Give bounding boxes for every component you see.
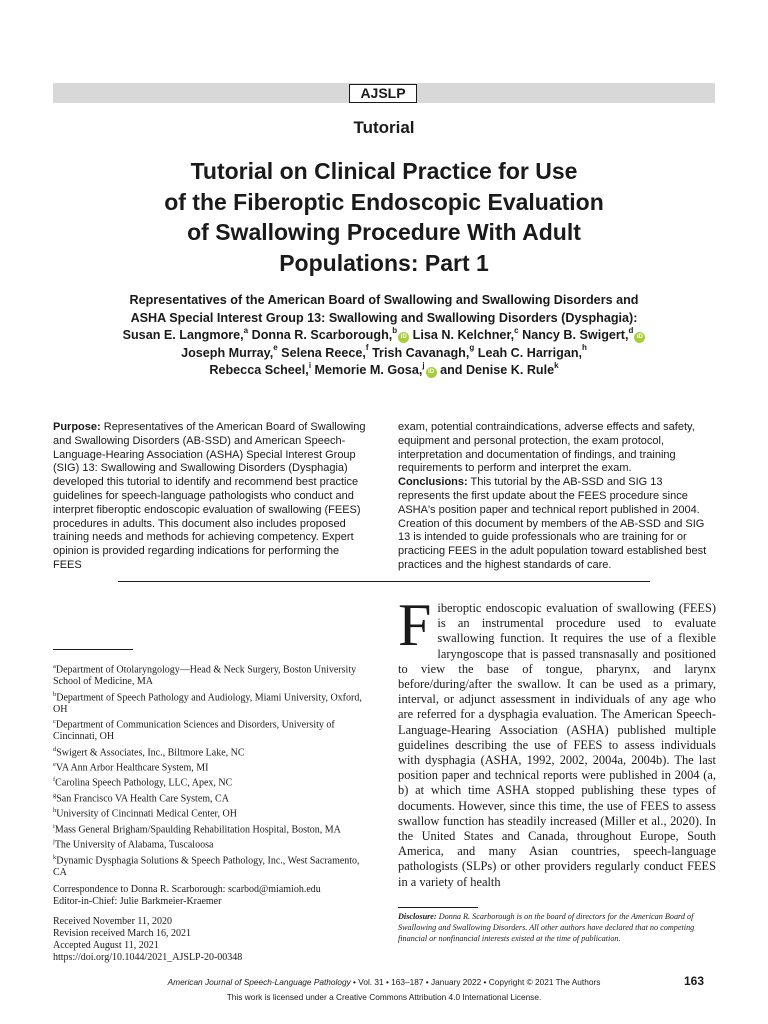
author-name-text: Joseph Murray, — [181, 345, 274, 360]
disclosure-label: Disclosure: — [398, 912, 437, 921]
conclusions-text: This tutorial by the AB-SSD and SIG 13 represents the first update about the FEES procedure since ASHA's position paper and technical report published in 2004. Creation of this document by members of the AB-SSD and SIG 13 is intended to guide professionals who are training for or practicing FEES in the adult population toward established best practices and the highest standards of care. — [398, 476, 707, 571]
author-affil-marker: i — [308, 360, 312, 370]
affiliation-marker: j — [53, 838, 55, 846]
purpose-text: Representatives of the American Board of Swallowing and Swallowing Disorders (AB-SSD) and American Speech-Language-Hearing Association (ASHA) Special Interest Group (SIG) 13: Swallowing and Swallowing Disorders (Dysphagia) developed this tutorial to identify and recommend best practice guidelines for speech-language pathologists who conduct and interpret fiberoptic endoscopic evaluation of swallowing (FEES) procedures in adults. This document also includes proposed training needs and methods for achieving competency. Expert opinion is provided regarding indications for performing the FEES — [53, 421, 366, 571]
doi-link[interactable]: https://doi.org/10.1044/2021_AJSLP-20-00348 — [53, 952, 243, 964]
affiliation-text: VA Ann Arbor Healthcare System, MI — [55, 762, 209, 774]
affiliation-marker: b — [53, 690, 57, 698]
group-line: Representatives of the American Board of Swallowing and Swallowing Disorders and — [129, 293, 639, 307]
affiliation-text: Dynamic Dysphagia Solutions & Speech Pathology, Inc., West Sacramento, CA — [53, 854, 360, 878]
author-name — [372, 343, 475, 360]
author-list — [66, 327, 702, 380]
body-text — [398, 592, 716, 890]
disclosure-text: Donna R. Scarborough is on the board of directors for the American Board of Swallowing and Swallowing Disorders. All other authors have declared that no competing financial or nonfinancial interests existed at the time of publication. — [398, 912, 695, 944]
author-affil-marker: c — [514, 325, 519, 335]
body-paragraph: iberoptic endoscopic evaluation of swallowing (FEES) is an instrumental procedure used to evaluate swallowing function. It requires the use of a flexible laryngoscope that is passed transnasally and positioned to view the base of tongue, pharynx, and larynx before/during/after the swallow. It can be used as a primary, interval, or adjunct assessment in individuals of any age who are referred for a dysphagia evaluation. The American Speech-Language-Hearing Association (ASHA) published multiple guidelines describing the use of FEES to assess individuals with dysphagia (ASHA, 1992, 2002, 2004a, 2004b). The last position paper and technical reports were published in 2004 (a, b) at which time ASHA stopped publishing these types of documents. However, since this time, the use of FEES to assess swallow function has steadily increased (Miller et al., 2020). In the United States and Canada, throughout Europe, South America, and many Asian countries, speech-language pathologists (SLPs) or other providers regularly conduct FEES in a variety of health — [398, 601, 716, 889]
author-affil-marker: e — [273, 343, 278, 353]
author-block — [66, 292, 702, 380]
conclusions-label: Conclusions: — [398, 476, 468, 489]
affiliation-item — [53, 774, 369, 789]
affiliation-marker: d — [53, 745, 57, 753]
journal-tag: AJSLP — [349, 84, 417, 103]
author-affil-marker: d — [628, 325, 634, 335]
affiliation-item — [53, 689, 369, 717]
author-name — [181, 343, 278, 360]
abstract-right — [398, 421, 716, 573]
affiliation-text: Swigert & Associates, Inc., Biltmore Lake, NC — [56, 746, 245, 758]
footer-details: • Vol. 31 • 163–187 • January 2022 • Copyright © 2021 The Authors — [350, 977, 601, 987]
author-name-text: Lisa N. Kelchner, — [412, 328, 515, 342]
correspondence-line: Correspondence to Donna R. Scarborough: scarbod@miamioh.edu — [53, 884, 321, 896]
author-name — [440, 360, 559, 377]
disclosure-divider — [398, 907, 478, 908]
disclosure — [398, 911, 716, 945]
orcid-icon[interactable]: iD — [634, 332, 645, 343]
affiliation-list — [53, 661, 369, 879]
author-name-text: Susan E. Langmore, — [122, 328, 244, 342]
page-footer — [0, 977, 768, 987]
editor-line: Editor-in-Chief: Julie Barkmeier-Kraemer — [53, 896, 222, 908]
affiliation-marker: c — [53, 718, 56, 726]
author-name-text: Memorie M. Gosa, — [314, 363, 423, 377]
author-affil-marker: k — [554, 360, 559, 370]
article-dates — [53, 916, 369, 964]
abstract-divider — [118, 581, 650, 582]
received-date: Received November 11, 2020 — [53, 916, 173, 928]
affiliation-text: San Francisco VA Health Care System, CA — [56, 793, 229, 805]
affiliation-text: Department of Communication Sciences and Disorders, University of Cincinnati, OH — [53, 719, 335, 743]
author-affil-marker: a — [243, 325, 249, 335]
author-name — [314, 360, 437, 377]
affiliation-marker: g — [53, 791, 57, 799]
affiliation-item — [53, 716, 369, 744]
author-name-text: and Denise K. Rule — [440, 363, 555, 377]
title-line: Populations: Part 1 — [279, 249, 489, 276]
affiliation-text: Department of Speech Pathology and Audiology, Miami University, Oxford, OH — [53, 691, 362, 715]
affiliation-item — [53, 836, 369, 851]
correspondence — [53, 884, 369, 908]
affiliation-marker: k — [53, 853, 57, 861]
author-name-text: Donna R. Scarborough, — [251, 328, 393, 342]
title-line: Tutorial on Clinical Practice for Use — [190, 158, 578, 184]
purpose-continued: exam, potential contraindications, adverse effects and safety, equipment and personal protection, the exam protocol, interpretation and documentation of findings, and training requirements to perform and interpret the exam. — [398, 421, 695, 475]
author-name — [522, 325, 645, 342]
affiliation-divider — [53, 649, 133, 650]
affiliation-marker: i — [53, 822, 55, 830]
affiliation-text: Department of Otolaryngology—Head & Neck Surgery, Boston University School of Medicine, MA — [53, 664, 357, 688]
abstract-left — [53, 421, 369, 573]
author-name — [122, 325, 249, 342]
author-name-text: Trish Cavanagh, — [372, 345, 470, 360]
orcid-icon[interactable]: iD — [426, 367, 437, 378]
author-name — [209, 360, 312, 377]
author-affil-marker: f — [365, 343, 369, 353]
affiliation-marker: f — [53, 776, 56, 784]
affiliation-item — [53, 852, 369, 880]
affiliation-marker: h — [53, 807, 57, 815]
title-line: of the Fiberoptic Endoscopic Evaluation — [164, 188, 604, 215]
author-name-text: Rebecca Scheel, — [209, 363, 309, 377]
affiliation-text: University of Cincinnati Medical Center, OH — [56, 808, 237, 820]
author-name-text: Leah C. Harrigan, — [477, 345, 583, 360]
author-affil-marker: g — [469, 343, 475, 353]
affiliation-item — [53, 661, 369, 689]
affiliations — [53, 661, 369, 965]
title-line: of Swallowing Procedure With Adult — [187, 219, 581, 245]
revision-date: Revision received March 16, 2021 — [53, 928, 192, 940]
drop-cap: F — [398, 592, 432, 658]
accepted-date: Accepted August 11, 2021 — [53, 940, 159, 952]
affiliation-item — [53, 759, 369, 774]
page-number: 163 — [684, 974, 705, 988]
author-name — [412, 325, 519, 342]
affiliation-text: The University of Alabama, Tuscaloosa — [54, 839, 214, 851]
author-affil-marker: b — [392, 325, 398, 335]
author-name — [477, 343, 587, 360]
orcid-icon[interactable]: iD — [398, 332, 409, 343]
affiliation-marker: e — [53, 760, 56, 768]
author-name — [251, 325, 410, 342]
affiliation-text: Carolina Speech Pathology, LLC, Apex, NC — [55, 777, 233, 789]
author-affil-marker: h — [582, 343, 587, 353]
affiliation-text: Mass General Brigham/Spaulding Rehabilitation Hospital, Boston, MA — [54, 823, 341, 835]
affiliation-marker: a — [53, 663, 56, 670]
author-name-text: Nancy B. Swigert, — [522, 328, 629, 342]
author-name — [281, 343, 369, 360]
license-line: This work is licensed under a Creative Commons Attribution 4.0 International License. — [226, 992, 542, 1002]
affiliation-item — [53, 805, 369, 820]
author-affil-marker: j — [422, 360, 425, 370]
article-title — [84, 156, 684, 278]
article-type: Tutorial — [353, 118, 415, 137]
affiliation-item — [53, 821, 369, 836]
affiliation-item — [53, 790, 369, 805]
purpose-label: Purpose: — [53, 421, 101, 433]
affiliation-item — [53, 744, 369, 759]
footer-journal: American Journal of Speech-Language Pathology — [167, 977, 351, 987]
group-line: ASHA Special Interest Group 13: Swallowing and Swallowing Disorders (Dysphagia): — [130, 310, 638, 325]
author-name-text: Selena Reece, — [281, 345, 366, 360]
